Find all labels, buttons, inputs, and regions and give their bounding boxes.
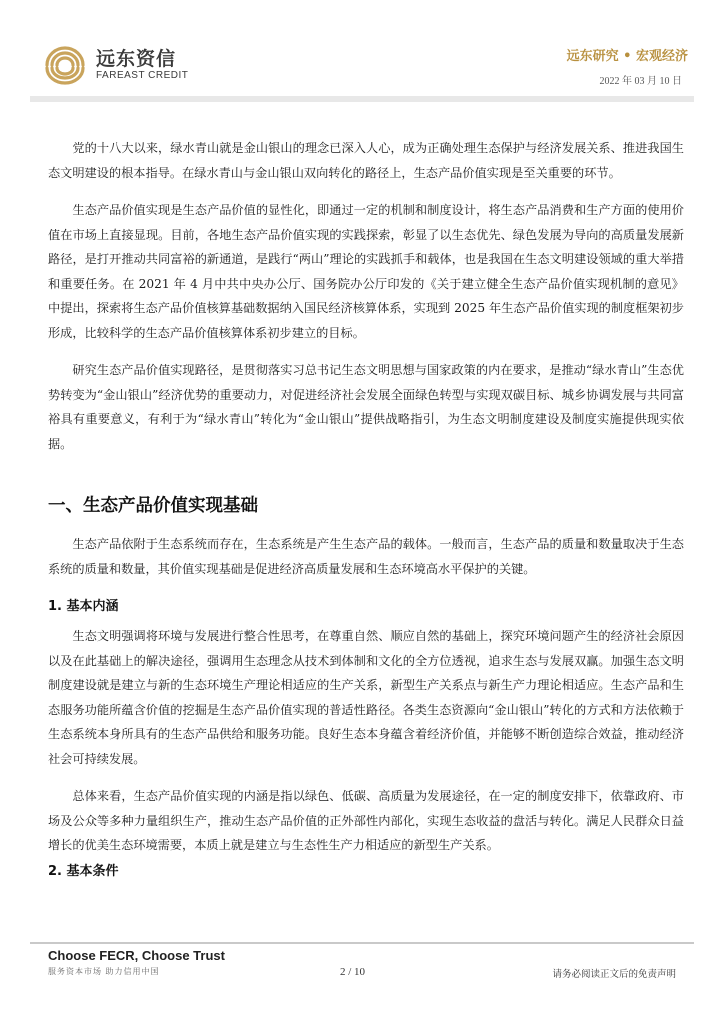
report-date: 2022 年 03 月 10 日 <box>599 76 682 87</box>
footer-tagline: 服务资本市场 助力信用中国 <box>48 967 160 976</box>
fareast-logo-icon <box>42 44 88 86</box>
page-header <box>0 0 724 102</box>
logo-chinese-name: 远东资信 <box>96 48 177 70</box>
page-number: 2 / 10 <box>340 966 366 978</box>
section-1-lead <box>48 532 684 581</box>
intro-paragraph-2: 生态产品价值实现是生态产品价值的显性化，即通过一定的机制和制度设计，将生态产品消费和生产方面的使用价值在市场上直接显现。目前，各地生态产品价值实现的实践探索，彰显了以生态优先、绿色发展为导向的高质量发展新路径，是打开推动共同富裕的新通道，是践行“两山”理论的实践抓手和载体，也是我国在生态文明建设领域的重大举措和重要任务。在 2021 年 4 月中共中央办公厅、国务院办公厅印发的《关于建立健全生态产品价值实现机制的意见》中提出，探索将生态产品价值核算基础数据纳入国民经济核算体系，实现到 2025 年生态产品价值实现的制度框架初步形成，比较科学的生态产品价值核算体系初步建立的目标。 <box>48 203 684 340</box>
footer-slogan: Choose FECR, Choose Trust <box>48 948 225 963</box>
header-divider <box>30 96 694 102</box>
company-logo <box>42 44 188 86</box>
section-1-lead-paragraph: 生态产品依附于生态系统而存在，生态系统是产生生态产品的载体。一般而言，生态产品的质量和数量取决于生态系统的质量和数量，其价值实现基础是促进经济高质量发展和生态环境高水平保护的关键。 <box>48 537 684 576</box>
footer-divider <box>30 942 694 944</box>
subsection-1-body <box>48 624 684 858</box>
subsection-2-heading: 2. 基本条件 <box>48 864 119 879</box>
intro-paragraph-1: 党的十八大以来，绿水青山就是金山银山的理念已深入人心，成为正确处理生态保护与经济发展关系、推进我国生态文明建设的根本指导。在绿水青山与金山银山双向转化的路径上，生态产品价值实现是至关重要的环节。 <box>48 141 684 180</box>
intro-section <box>48 136 684 456</box>
section-1-heading: 一、生态产品价值实现基础 <box>48 496 258 516</box>
intro-paragraph-3: 研究生态产品价值实现路径，是贯彻落实习总书记生态文明思想与国家政策的内在要求，是推动“绿水青山”生态优势转变为“金山银山”经济优势的重要动力，对促进经济社会发展全面绿色转型与实现双碳目标、城乡协调发展与共同富裕具有重要意义，有利于为“绿水青山”转化为“金山银山”提供战略指引，为生态文明制度建设及制度实施提供现实依据。 <box>48 363 684 451</box>
subsection-1-heading: 1. 基本内涵 <box>48 599 119 614</box>
subsection-1-paragraph-1: 生态文明强调将环境与发展进行整合性思考，在尊重自然、顺应自然的基础上，探究环境问题产生的经济社会原因以及在此基础上的解决途径，强调用生态理念从技术到体制和文化的全方位透视，追求生态与发展双赢。加强生态文明制度建设就是建立与新的生态环境生产理论相适应的生产关系，新型生产关系点与新生产力理论相适应。生态产品和生态服务功能所蕴含价值的挖掘是生态产品价值实现的普适性路径。各类生态资源向“金山银山”转化的方式和方法依赖于生态系统本身所具有的生态产品供给和服务功能。良好生态本身蕴含着经济价值，并能够不断创造综合效益，推动经济社会可持续发展。 <box>48 629 684 766</box>
subsection-1-paragraph-2: 总体来看，生态产品价值实现的内涵是指以绿色、低碳、高质量为发展途径，在一定的制度安排下，依靠政府、市场及公众等多种力量组织生产，推动生态产品价值的正外部性内部化，实现生态收益的盘活与转化。满足人民群众日益增长的优美生态环境需要，本质上就是建立与生态性生产力相适应的新型生产关系。 <box>48 789 684 852</box>
footer-disclaimer: 请务必阅读正文后的免责声明 <box>552 969 676 980</box>
report-series: 远东研究 • 宏观经济 <box>566 49 688 64</box>
logo-english-name: FAREAST CREDIT <box>96 70 189 81</box>
